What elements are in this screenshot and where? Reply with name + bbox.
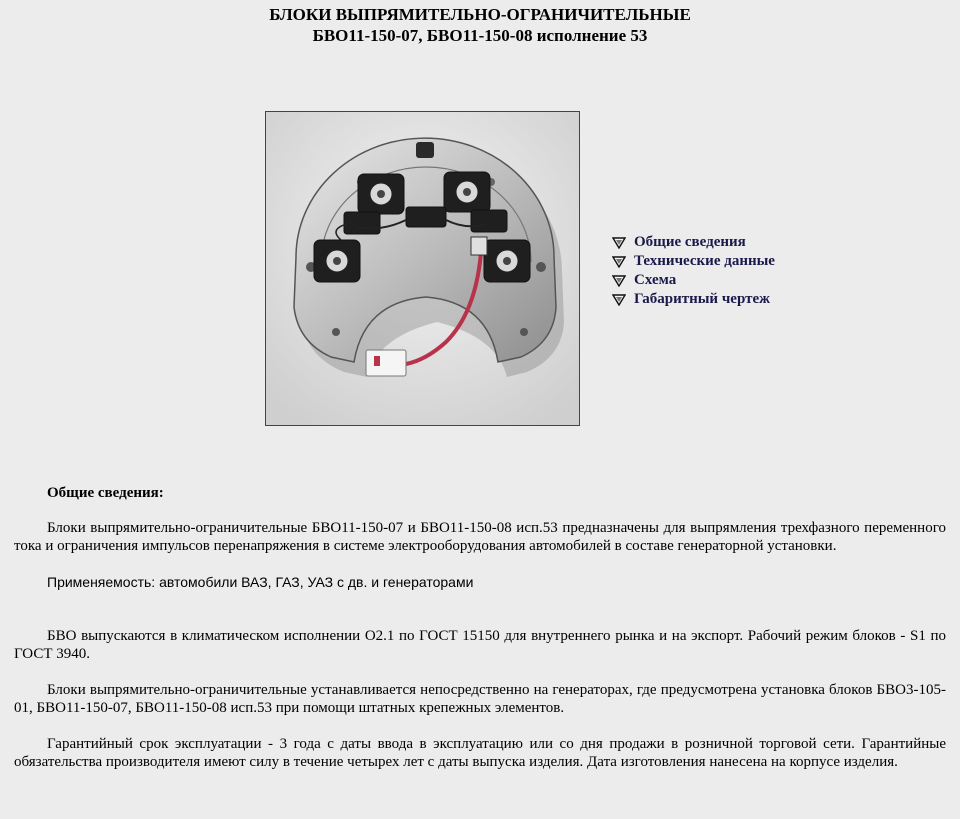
general-info-section (14, 484, 946, 771)
section-nav (612, 233, 775, 309)
title-line-2: БВО11-150-07, БВО11-150-08 исполнение 53 (312, 26, 648, 45)
paragraph-climate: БВО выпускаются в климатическом исполнении О2.1 по ГОСТ 15150 для внутреннего рынка и на экспорт. Рабочий режим блоков - S1 по ГОСТ 3940. (14, 628, 946, 662)
rectifier-block-image (266, 112, 579, 425)
paragraph-warranty: Гарантийный срок эксплуатации - 3 года с даты ввода в эксплуатацию или со дня продажи в розничной торговой сети. Гарантийные обязательства производителя имеют силу в течение четырех лет с даты выпуска изделия. Дата изготовления нанесена на корпусе изделия. (14, 736, 946, 770)
page-title (0, 4, 960, 46)
nav-item-label[interactable]: Схема (634, 272, 677, 288)
triangle-down-icon (612, 256, 626, 268)
nav-item-label[interactable]: Общие сведения (634, 234, 746, 250)
title-line-1: БЛОКИ ВЫПРЯМИТЕЛЬНО-ОГРАНИЧИТЕЛЬНЫЕ (269, 5, 691, 24)
nav-item-label[interactable]: Габаритный чертеж (634, 291, 770, 307)
nav-item-dimension-drawing[interactable] (612, 290, 775, 309)
nav-item-tech-data[interactable] (612, 252, 775, 271)
paragraph-installation: Блоки выпрямительно-ограничительные устанавливается непосредственно на генераторах, где предусмотрена установка блоков БВО3-105-01, БВО11-150-07, БВО11-150-08 исп.53 при помощи штатных крепежных элементов. (14, 682, 946, 716)
triangle-down-icon (612, 237, 626, 249)
nav-item-scheme[interactable] (612, 271, 775, 290)
triangle-down-icon (612, 294, 626, 306)
nav-item-label[interactable]: Технические данные (634, 253, 775, 269)
product-photo (265, 111, 580, 426)
paragraph-purpose: Блоки выпрямительно-ограничительные БВО11-150-07 и БВО11-150-08 исп.53 предназначены для выпрямления трехфазного переменного тока и ограничения импульсов перенапряжения в системе электрооборудования автомобилей в составе генераторной установки. (14, 520, 946, 554)
triangle-down-icon (612, 275, 626, 287)
paragraph-applicability: Применяемость: автомобили ВАЗ, ГАЗ, УАЗ с дв. и генераторами (47, 574, 474, 590)
section-heading: Общие сведения: (47, 485, 164, 501)
nav-item-general-info[interactable] (612, 233, 775, 252)
